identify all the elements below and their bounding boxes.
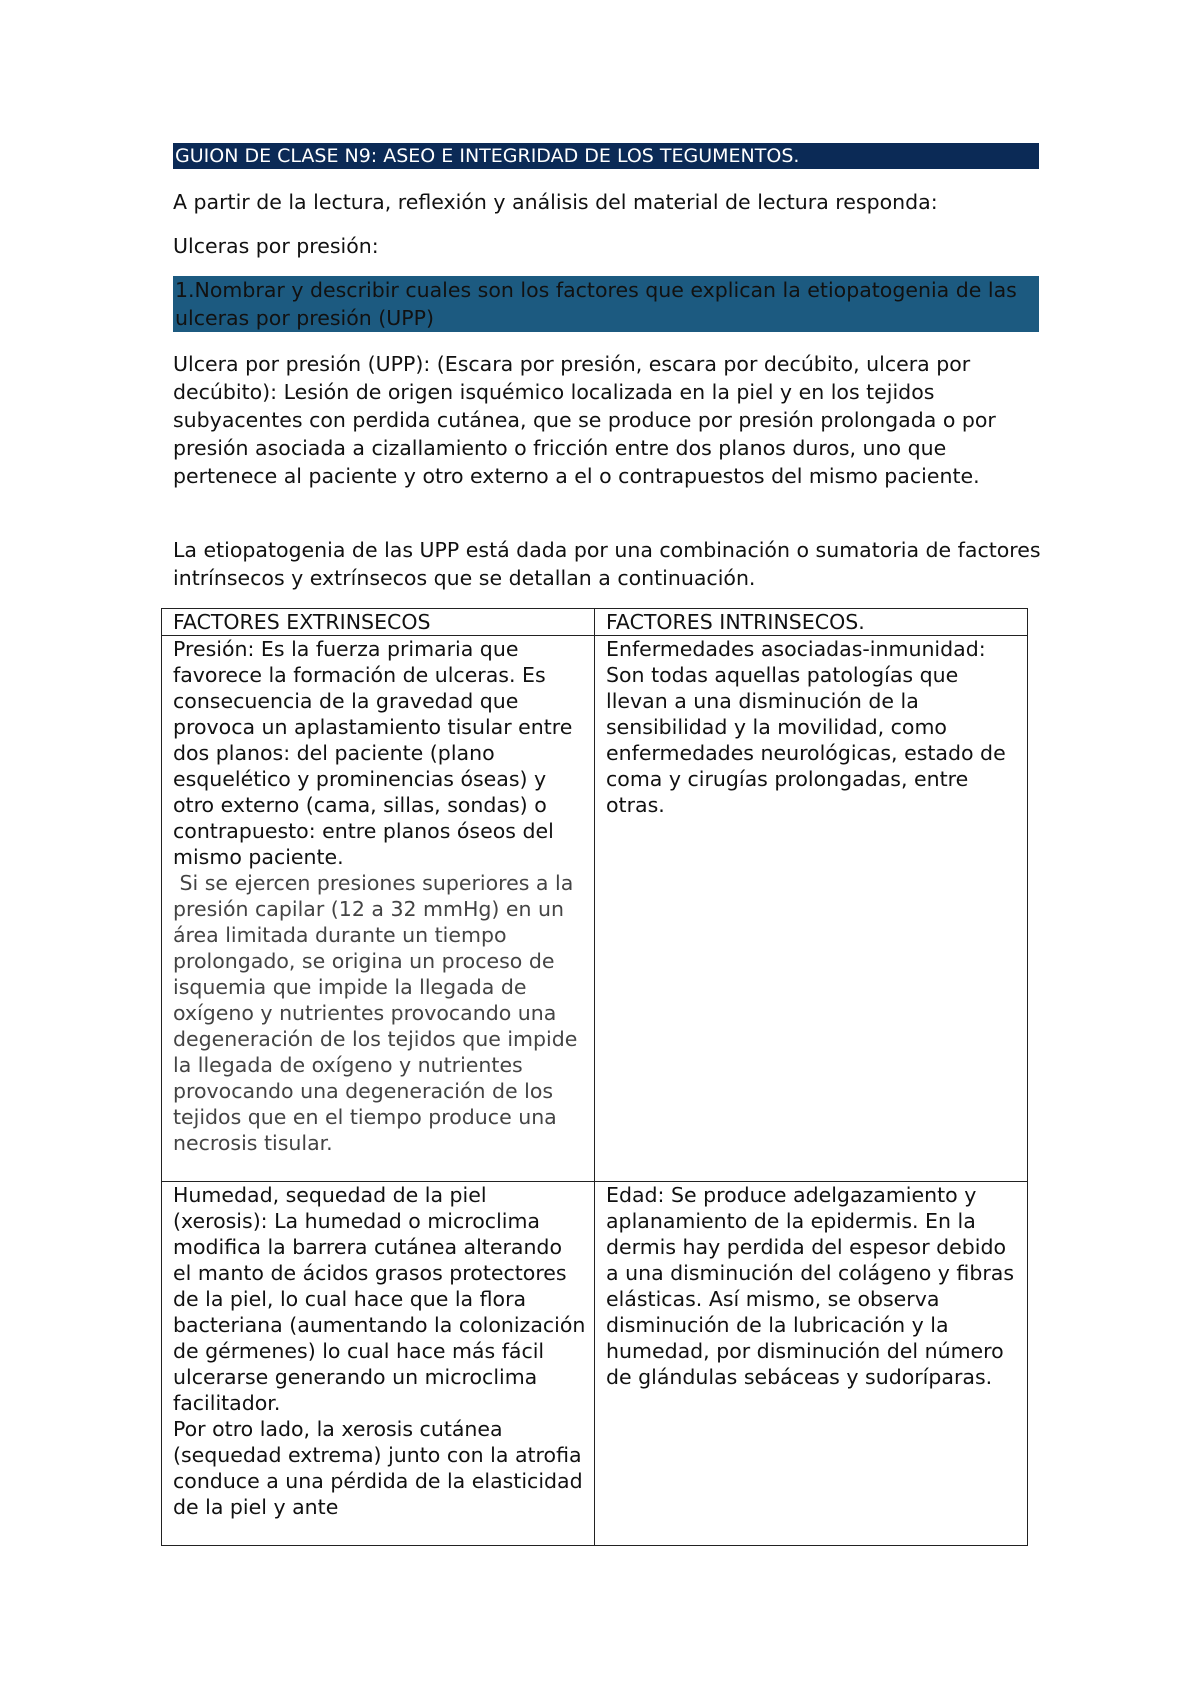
cell-age [595,1182,1028,1546]
document-title: GUION DE CLASE N9: ASEO E INTEGRIDAD DE LOS TEGUMENTOS. [173,143,1039,169]
table-row [162,1182,1028,1546]
question-1: 1.Nombrar y describir cuales son los factores que explican la etiopatogenia de las ulceras por presión (UPP) [173,276,1039,332]
cell-associated-diseases [595,636,1028,1182]
cell-humidity [162,1182,595,1546]
etiopathogenesis-paragraph: La etiopatogenia de las UPP está dada por una combinación o sumatoria de factores intrínsecos y extrínsecos que se detallan a continuación. [173,538,1041,590]
diseases-text: Enfermedades asociadas-inmunidad: Son todas aquellas patologías que llevan a una disminución de la sensibilidad y la movilidad, como enfermedades neurológicas, estado de coma y cirugías prolongadas, entre otras. [606,637,1006,817]
pressure-text: Presión: Es la fuerza primaria que favorece la formación de ulceras. Es consecuencia de la gravedad que provoca un aplastamiento tisular entre dos planos: del paciente (plano esquelético y prominencias óseas) y otro externo (cama, sillas, sondas) o contrapuesto: entre planos óseos del mismo paciente. [173,637,573,869]
xerosis-text: Por otro lado, la xerosis cutánea (sequedad extrema) junto con la atrofia conduce a una pérdida de la elasticidad de la piel y ante [173,1417,583,1519]
table-header-row [162,609,1028,636]
table-row [162,636,1028,1182]
cell-pressure [162,636,595,1182]
section-heading: Ulceras por presión: [173,234,379,258]
pressure-detail-text: Si se ejercen presiones superiores a la presión capilar (12 a 32 mmHg) en un área limitada durante un tiempo prolongado, se origina un proceso de isquemia que impide la llegada de oxígeno y nutrientes provocando una degeneración de los tejidos que impide la llegada de oxígeno y nutrientes provocando una degeneración de los tejidos que en el tiempo produce una necrosis tisular. [173,871,584,1155]
header-intrinsic: FACTORES INTRINSECOS. [595,609,1028,636]
factors-table [161,608,1028,1546]
age-text: Edad: Se produce adelgazamiento y aplanamiento de la epidermis. En la dermis hay perdida del espesor debido a una disminución del colágeno y fibras elásticas. Así mismo, se observa disminución de la lubricación y la humedad, por disminución del número de glándulas sebáceas y sudoríparas. [606,1183,1015,1389]
humidity-text: Humedad, sequedad de la piel (xerosis): La humedad o microclima modifica la barrera cutánea alterando el manto de ácidos grasos protectores de la piel, lo cual hace que la flora bacteriana (aumentando la colonización de gérmenes) lo cual hace más fácil ulcerarse generando un microclima facilitador. [173,1183,586,1415]
intro-paragraph: A partir de la lectura, reflexión y análisis del material de lectura responda: [173,190,938,214]
header-extrinsic: FACTORES EXTRINSECOS [162,609,595,636]
definition-paragraph: Ulcera por presión (UPP): (Escara por presión, escara por decúbito, ulcera por decúbito): Lesión de origen isquémico localizada en la piel y en los tejidos subyacentes con perdida cutánea, que se produce por presión prolongada o por presión asociada a cizallamiento o fricción entre dos planos duros, uno que pertenece al paciente y otro externo a el o contrapuestos del mismo paciente. [173,352,996,488]
